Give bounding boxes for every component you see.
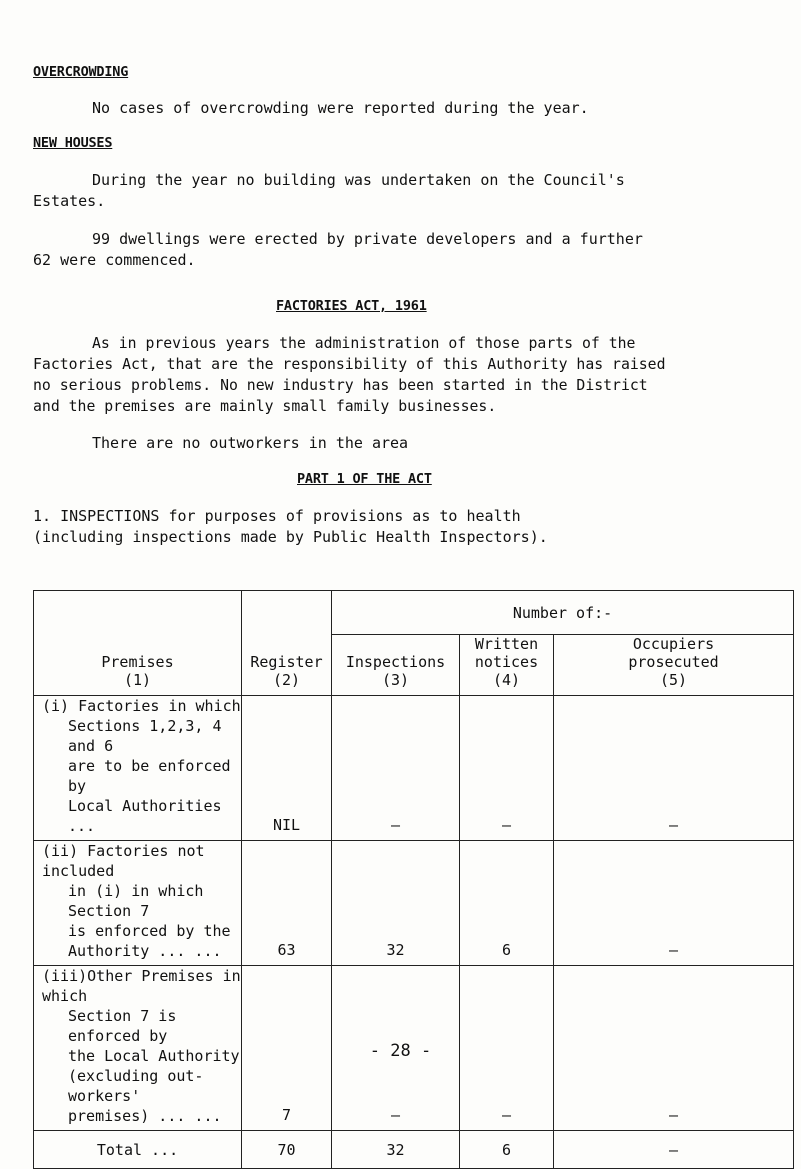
premises-line: Local Authorities ... [68,797,222,835]
inspections-table [33,590,794,1169]
overcrowding-heading: OVERCROWDING [33,64,129,80]
notices-header-line1: Written [474,635,539,653]
notices-cell: 6 [460,841,554,966]
total-label: Total ... [34,1131,242,1169]
occupiers-header-line2: prosecuted [628,653,719,671]
total-prosecuted: — [554,1131,794,1169]
outworkers-text: There are no outworkers in the area [92,434,409,452]
premises-line: Sections 1,2,3, 4 and 6 [68,717,222,755]
page-number: - 28 - [369,1041,432,1061]
new-houses-para2-line1: 99 dwellings were erected by private developers and a further [92,230,643,248]
notices-cell: — [460,966,554,1131]
total-row [34,1131,794,1169]
premises-line: the Local Authority [68,1047,240,1065]
inspections-cell: 32 [332,841,460,966]
notices-cell: — [460,696,554,841]
overcrowding-text: No cases of overcrowding were reported during the year. [92,99,589,117]
factories-para1-line3: no serious problems. No new industry has been started in the District [33,377,648,394]
premises-cell [34,696,242,841]
total-inspections: 32 [332,1131,460,1169]
premises-line: (iii)Other Premises in which [42,967,241,1005]
occupiers-header-line1: Occupiers [632,635,715,653]
premises-line: (i) Factories in which [42,697,241,715]
inspections-header [332,635,460,696]
premises-cell [34,841,242,966]
premises-line: is enforced by the [68,922,231,940]
table-row [34,696,794,841]
new-houses-para2-line2: 62 were commenced. [33,251,196,269]
premises-line: (excluding out-workers' [68,1067,204,1105]
inspections-header-num: (3) [381,671,410,689]
premises-header-num: (1) [123,671,152,689]
premises-line: premises) ... ... [68,1107,222,1125]
prosecuted-cell: — [554,966,794,1131]
number-of-header: Number of:- [332,591,794,635]
register-cell: 7 [242,966,332,1131]
new-houses-para1-line2: Estates. [33,192,106,210]
table-row [34,841,794,966]
register-cell: NIL [242,696,332,841]
total-register: 70 [242,1131,332,1169]
register-header-label: Register [250,653,323,671]
premises-line: Authority ... ... [68,942,222,960]
inspections-cell: — [332,966,460,1131]
factories-para1-line4: and the premises are mainly small family businesses. [33,398,497,415]
total-notices: 6 [460,1131,554,1169]
premises-header-label: Premises [101,653,174,671]
premises-line: (ii) Factories not included [42,842,205,880]
factories-para1-line2: Factories Act, that are the responsibility of this Authority has raised [33,356,666,373]
occupiers-header-num: (5) [659,671,688,689]
new-houses-para1-line1: During the year no building was undertaken on the Council's [92,171,625,189]
notices-header [460,635,554,696]
factories-para1-line1: As in previous years the administration of those parts of the [92,335,636,352]
inspections-cell: — [332,696,460,841]
factories-act-heading: FACTORIES ACT, 1961 [276,298,427,314]
inspections-item-line1: 1. INSPECTIONS for purposes of provisions as to health [33,507,521,525]
inspections-item-line2: (including inspections made by Public Health Inspectors). [33,528,548,546]
occupiers-header [554,635,794,696]
register-header-num: (2) [272,671,301,689]
notices-header-num: (4) [492,671,521,689]
premises-line: Section 7 is enforced by [68,1007,177,1045]
premises-line: in (i) in which Section 7 [68,882,204,920]
register-header [242,591,332,696]
premises-header [34,591,242,696]
register-cell: 63 [242,841,332,966]
prosecuted-cell: — [554,841,794,966]
prosecuted-cell: — [554,696,794,841]
part1-heading: PART 1 OF THE ACT [297,471,432,487]
inspections-header-label: Inspections [345,653,446,671]
new-houses-heading: NEW HOUSES [33,135,113,151]
premises-line: are to be enforced by [68,757,231,795]
notices-header-line2: notices [474,653,539,671]
